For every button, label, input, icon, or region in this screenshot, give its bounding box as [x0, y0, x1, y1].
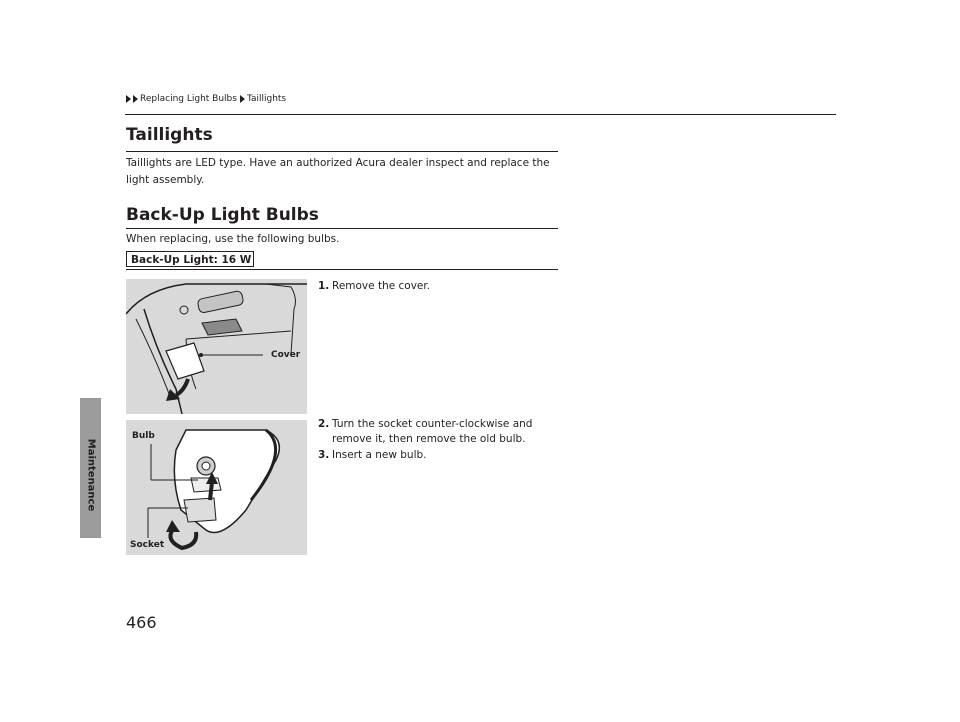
subsection-intro: When replacing, use the following bulbs. — [126, 233, 340, 245]
step-number: 2. — [318, 418, 330, 430]
breadcrumb — [126, 94, 286, 104]
step-item — [318, 279, 430, 294]
cover-callout: Cover — [271, 350, 301, 360]
section-title: Taillights — [126, 125, 213, 145]
socket-callout: Socket — [130, 540, 165, 550]
socket-removal-illustration — [126, 420, 307, 555]
section-tab-label: Maintenance — [85, 438, 97, 512]
breadcrumb-item[interactable]: Taillights — [246, 94, 287, 104]
step-item — [318, 448, 427, 463]
spec-divider — [126, 269, 558, 270]
subsection-divider — [126, 228, 558, 229]
step-text-continued: remove it, then remove the old bulb. — [332, 433, 526, 445]
bulb-callout: Bulb — [132, 431, 155, 441]
breadcrumb-arrow-icon — [126, 95, 131, 103]
bulb-spec-label: Back-Up Light: 16 W — [126, 251, 254, 267]
breadcrumb-arrow-icon — [240, 95, 245, 103]
breadcrumb-item[interactable]: Replacing Light Bulbs — [140, 94, 237, 104]
title-divider — [126, 151, 558, 152]
page-number: 466 — [126, 613, 157, 632]
cover-removal-drawing — [126, 279, 307, 414]
step-text: Turn the socket counter-clockwise and — [332, 418, 533, 430]
step-number: 1. — [318, 280, 330, 292]
subsection-title: Back-Up Light Bulbs — [126, 205, 319, 225]
section-body: Taillights are LED type. Have an authorized Acura dealer inspect and replace the light assembly. — [126, 157, 550, 186]
step-item — [318, 417, 532, 447]
step-text: Insert a new bulb. — [332, 449, 427, 461]
step-text: Remove the cover. — [332, 280, 431, 292]
header-divider — [125, 114, 836, 115]
cover-removal-illustration — [126, 279, 307, 414]
step-number: 3. — [318, 449, 330, 461]
breadcrumb-arrow-icon — [133, 95, 138, 103]
